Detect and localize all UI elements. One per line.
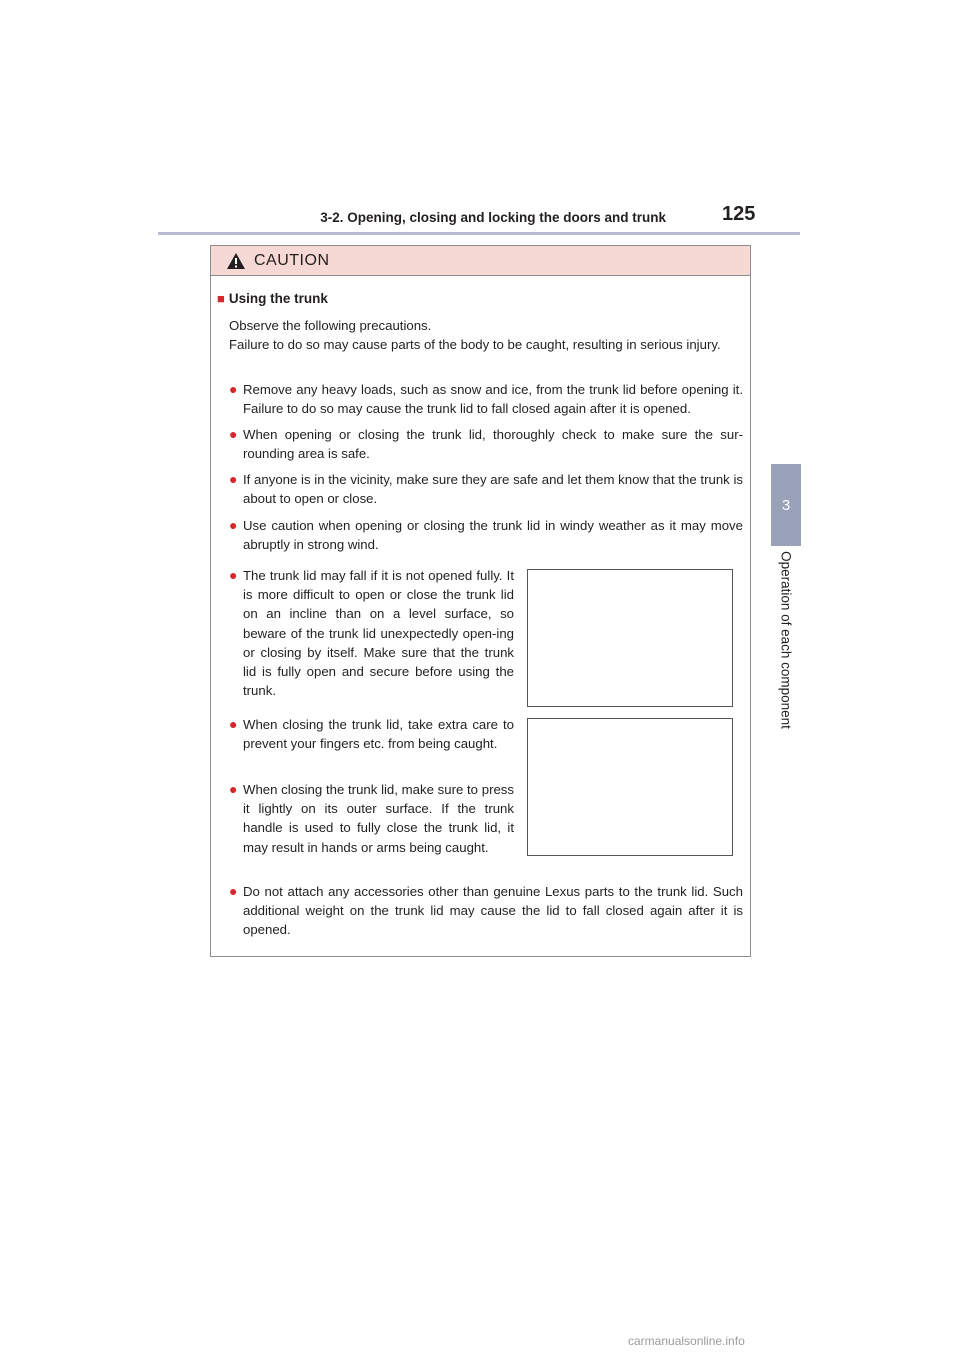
bullet-text: When opening or closing the trunk lid, thoroughly check to make sure the sur-rounding area is safe.	[243, 427, 743, 462]
bullet-dot-icon: ●	[229, 883, 238, 899]
caution-header	[211, 246, 750, 276]
bullet-item	[229, 380, 743, 418]
watermark: carmanualsonline.info	[628, 1334, 745, 1348]
intro-line: Observe the following precautions.	[229, 318, 432, 333]
warning-triangle-icon	[226, 252, 246, 270]
chapter-tab[interactable]	[771, 464, 801, 546]
intro-line: Failure to do so may cause parts of the body to be caught, resulting in serious injury.	[229, 337, 721, 352]
bullet-text: Remove any heavy loads, such as snow and ice, from the trunk lid before opening it. Failure to do so may cause the trunk lid to fall closed again after it is opened.	[243, 382, 743, 417]
header-divider	[158, 232, 800, 235]
bullet-text: When closing the trunk lid, make sure to press it lightly on its outer surface. If the trunk handle is used to fully close the trunk lid, it may result in hands or arms being caught.	[243, 782, 514, 855]
page-header-title: 3-2. Opening, closing and locking the doors and trunk	[320, 210, 666, 225]
bullet-text: Use caution when opening or closing the trunk lid in windy weather as it may move abruptly in strong wind.	[243, 518, 743, 553]
trunk-lid-illustration	[527, 569, 733, 707]
section-title-text: Using the trunk	[228, 291, 328, 306]
bullet-text: Do not attach any accessories other than genuine Lexus parts to the trunk lid. Such additional weight on the trunk lid may cause the lid to fall closed again after it is opened.	[243, 884, 743, 938]
chapter-label: Operation of each component	[778, 551, 794, 729]
bullet-item	[229, 780, 514, 857]
section-title	[217, 289, 328, 308]
bullet-dot-icon: ●	[229, 471, 238, 487]
bullet-text: When closing the trunk lid, take extra care to prevent your fingers etc. from being caught.	[243, 717, 514, 752]
page-number: 125	[722, 203, 756, 225]
bullet-dot-icon: ●	[229, 781, 238, 797]
bullet-dot-icon: ●	[229, 567, 238, 583]
caution-box	[210, 245, 751, 957]
square-bullet-icon: ■	[217, 291, 225, 306]
trunk-closing-illustration	[527, 718, 733, 856]
bullet-dot-icon: ●	[229, 716, 238, 732]
bullet-item	[229, 715, 514, 753]
bullet-item	[229, 470, 743, 508]
bullet-dot-icon: ●	[229, 517, 238, 533]
caution-label: CAUTION	[254, 251, 330, 269]
bullet-text: The trunk lid may fall if it is not opened fully. It is more difficult to open or close the trunk lid on an incline than on a level surface, so beware of the trunk lid unexpectedly open-ing or closing by itself. Make sure that the trunk lid is fully open and secure before using the trunk.	[243, 568, 514, 699]
bullet-item	[229, 566, 514, 700]
chapter-number: 3	[781, 496, 791, 514]
bullet-item	[229, 882, 743, 940]
bullet-dot-icon: ●	[229, 426, 238, 442]
bullet-item	[229, 516, 743, 554]
bullet-text: If anyone is in the vicinity, make sure they are safe and let them know that the trunk is about to open or close.	[243, 472, 743, 507]
bullet-item	[229, 425, 743, 463]
bullet-dot-icon: ●	[229, 381, 238, 397]
